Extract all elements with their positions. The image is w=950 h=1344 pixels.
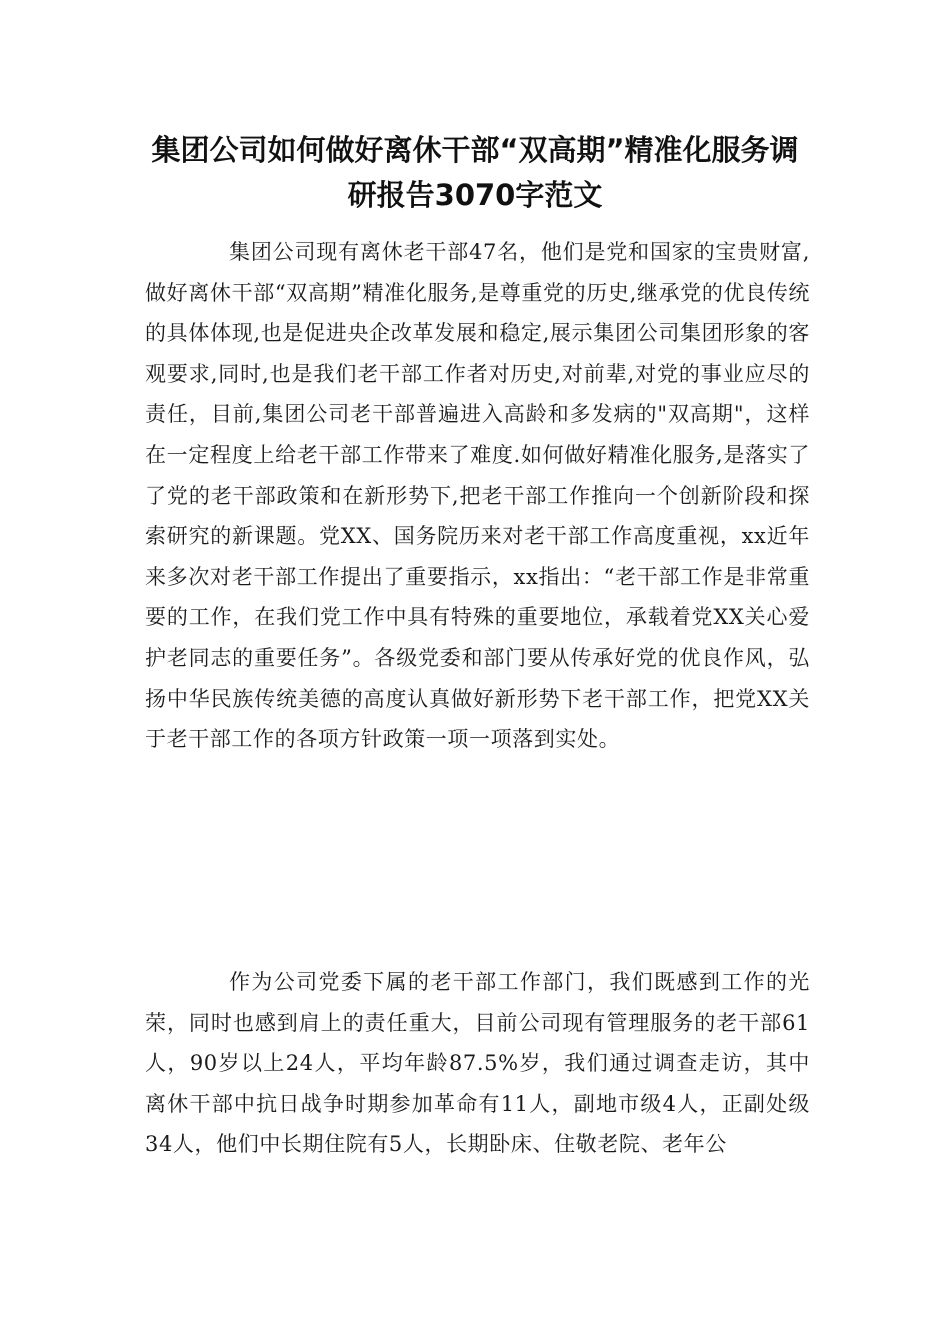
- document-title: 集团公司如何做好离休干部“双高期”精准化服务调研报告3070字范文: [151, 133, 799, 212]
- body-paragraph-1: 集团公司现有离休老干部47名，他们是党和国家的宝贵财富,做好离休干部“双高期”精准化服务,是尊重党的历史,继承党的优良传统的具体体现,也是促进央企改革发展和稳定,展示集团公司集团形象的客观要求,同时,也是我们老干部工作者对历史,对前辈,对党的事业应尽的责任，目前,集团公司老干部普遍进入高龄和多发病的"双高期"，这样在一定程度上给老干部工作带来了难度.如何做好精准化服务,是落实了了党的老干部政策和在新形势下,把老干部工作推向一个创新阶段和探索研究的新课题。党XX、国务院历来对老干部工作高度重视，xx近年来多次对老干部工作提出了重要指示，xx指出：“老干部工作是非常重要的工作，在我们党工作中具有特殊的重要地位，承载着党XX关心爱护老同志的重要任务”。各级党委和部门要从传承好党的优良作风，弘扬中华民族传统美德的高度认真做好新形势下老干部工作，把党XX关于老干部工作的各项方针政策一项一项落到实处。: [145, 240, 810, 752]
- body-paragraph-2: 作为公司党委下属的老干部工作部门，我们既感到工作的光荣，同时也感到肩上的责任重大，目前公司现有管理服务的老干部61人，90岁以上24人，平均年龄87.5%岁，我们通过调查走访，其中离休干部中抗日战争时期参加革命有11人，副地市级4人，正副处级34人，他们中长期住院有5人，长期卧床、住敬老院、老年公: [145, 970, 810, 1157]
